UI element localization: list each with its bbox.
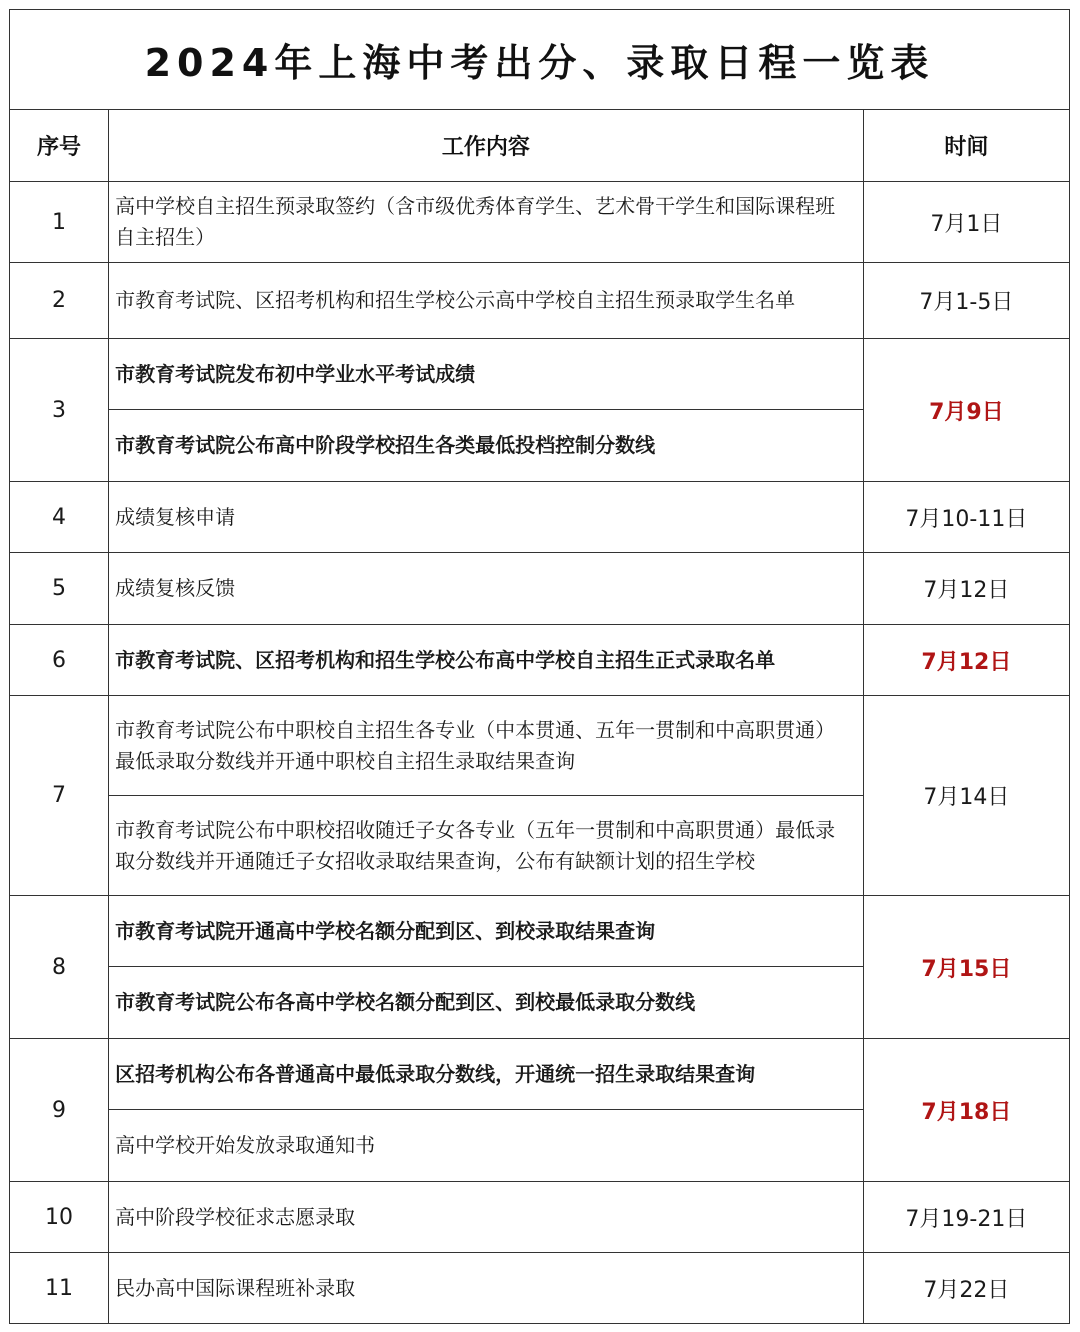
- row-time: 7月12日: [863, 553, 1069, 625]
- table-row: [10, 482, 1070, 553]
- header-time: 时间: [863, 110, 1069, 182]
- row-time: 7月12日: [863, 625, 1069, 696]
- row-task: 高中学校开始发放录取通知书: [109, 1110, 864, 1182]
- row-task: 民办高中国际课程班补录取: [109, 1253, 864, 1324]
- row-task: 市教育考试院、区招考机构和招生学校公示高中学校自主招生预录取学生名单: [109, 263, 864, 339]
- schedule-table: [9, 109, 1070, 1324]
- table-row: [10, 1182, 1070, 1253]
- row-time: 7月15日: [863, 896, 1069, 1039]
- page-title: 2024年上海中考出分、录取日程一览表: [144, 41, 935, 85]
- row-time: 7月9日: [863, 339, 1069, 482]
- row-seq: 6: [10, 625, 109, 696]
- row-task: 市教育考试院、区招考机构和招生学校公布高中学校自主招生正式录取名单: [109, 625, 864, 696]
- row-seq: 9: [10, 1039, 109, 1182]
- row-task: 高中学校自主招生预录取签约（含市级优秀体育学生、艺术骨干学生和国际课程班自主招生）: [109, 182, 864, 263]
- table-row: [10, 263, 1070, 339]
- row-task: 市教育考试院公布高中阶段学校招生各类最低投档控制分数线: [109, 410, 864, 482]
- table-row: [10, 696, 1070, 796]
- table-row: [10, 1039, 1070, 1110]
- table-row: [10, 339, 1070, 410]
- row-seq: 11: [10, 1253, 109, 1324]
- row-time: 7月14日: [863, 696, 1069, 896]
- table-row: [10, 625, 1070, 696]
- row-task: 成绩复核申请: [109, 482, 864, 553]
- row-time: 7月10-11日: [863, 482, 1069, 553]
- row-seq: 5: [10, 553, 109, 625]
- row-seq: 2: [10, 263, 109, 339]
- row-time: 7月19-21日: [863, 1182, 1069, 1253]
- row-time: 7月1-5日: [863, 263, 1069, 339]
- table-row: [10, 1253, 1070, 1324]
- title-bar: [9, 9, 1070, 110]
- row-seq: 1: [10, 182, 109, 263]
- row-task: 成绩复核反馈: [109, 553, 864, 625]
- row-task: 区招考机构公布各普通高中最低录取分数线，开通统一招生录取结果查询: [109, 1039, 864, 1110]
- row-task: 市教育考试院公布中职校招收随迁子女各专业（五年一贯制和中高职贯通）最低录取分数线并开通随迁子女招收录取结果查询，公布有缺额计划的招生学校: [109, 796, 864, 896]
- table-row: [10, 553, 1070, 625]
- schedule-frame: [9, 9, 1070, 1328]
- row-time: 7月18日: [863, 1039, 1069, 1182]
- table-row: [10, 896, 1070, 967]
- row-task: 市教育考试院公布各高中学校名额分配到区、到校最低录取分数线: [109, 967, 864, 1039]
- row-seq: 7: [10, 696, 109, 896]
- row-seq: 10: [10, 1182, 109, 1253]
- table-row: [10, 182, 1070, 263]
- header-content: 工作内容: [109, 110, 864, 182]
- row-task: 市教育考试院发布初中学业水平考试成绩: [109, 339, 864, 410]
- row-task: 高中阶段学校征求志愿录取: [109, 1182, 864, 1253]
- header-row: [10, 110, 1070, 182]
- row-time: 7月22日: [863, 1253, 1069, 1324]
- schedule-body: [10, 182, 1070, 1324]
- row-time: 7月1日: [863, 182, 1069, 263]
- row-task: 市教育考试院公布中职校自主招生各专业（中本贯通、五年一贯制和中高职贯通）最低录取分数线并开通中职校自主招生录取结果查询: [109, 696, 864, 796]
- header-seq: 序号: [10, 110, 109, 182]
- row-seq: 3: [10, 339, 109, 482]
- row-task: 市教育考试院开通高中学校名额分配到区、到校录取结果查询: [109, 896, 864, 967]
- row-seq: 4: [10, 482, 109, 553]
- row-seq: 8: [10, 896, 109, 1039]
